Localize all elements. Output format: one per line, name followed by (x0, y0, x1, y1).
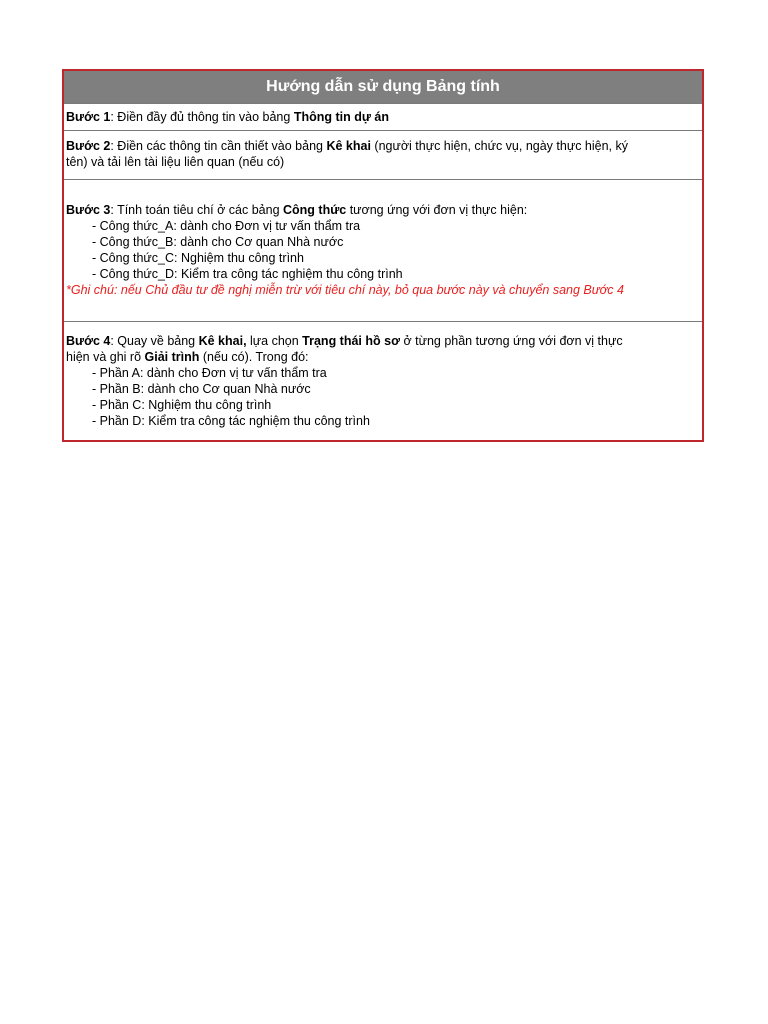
step-2-label: Bước 2 (66, 139, 111, 153)
step-4-text-c: ở từng phần tương ứng với đơn vị thực (399, 334, 623, 348)
step-4-row (64, 322, 702, 440)
table-title: Hướng dẫn sử dụng Bảng tính (64, 71, 702, 104)
step-2-row (64, 131, 702, 180)
instruction-table (62, 69, 704, 442)
step-3-item: - Công thức_A: dành cho Đơn vị tư vấn thẩm tra (92, 219, 361, 233)
step-3-label: Bước 3 (66, 203, 111, 217)
step-1-label: Bước 1 (66, 110, 111, 124)
step-4-item: - Phần C: Nghiệm thu công trình (92, 398, 272, 412)
step-3-row (64, 180, 702, 322)
step-4-item: - Phần D: Kiểm tra công tác nghiệm thu công trình (92, 414, 370, 428)
step-1-row (64, 104, 702, 131)
step-3-item: - Công thức_B: dành cho Cơ quan Nhà nước (92, 235, 344, 249)
step-3-note: *Ghi chú: nếu Chủ đầu tư đề nghị miễn trừ với tiêu chí này, bỏ qua bước này và chuyển sang Bước 4 (66, 283, 624, 297)
step-2-bold: Kê khai (326, 139, 371, 153)
step-4-text-b: lựa chọn (246, 334, 303, 348)
step-4-text-e: (nếu có). Trong đó: (199, 350, 309, 364)
step-4-bold-b: Trạng thái hồ sơ (302, 334, 400, 348)
step-4-text-d: hiện và ghi rõ (66, 350, 145, 364)
step-1-text: : Điền đầy đủ thông tin vào bảng (110, 110, 294, 124)
step-2-text-a: : Điền các thông tin cần thiết vào bảng (110, 139, 327, 153)
step-3-text-b: tương ứng với đơn vị thực hiện: (346, 203, 528, 217)
step-4-text-a: : Quay về bảng (110, 334, 199, 348)
step-4-item: - Phần B: dành cho Cơ quan Nhà nước (92, 382, 311, 396)
step-3-item: - Công thức_D: Kiểm tra công tác nghiệm thu công trình (92, 267, 403, 281)
step-3-bold: Công thức (283, 203, 347, 217)
step-2-text-c: tên) và tải lên tài liệu liên quan (nếu có) (66, 155, 285, 169)
step-4-label: Bước 4 (66, 334, 111, 348)
step-2-text-b: (người thực hiện, chức vụ, ngày thực hiện, ký (370, 139, 628, 153)
step-1-bold: Thông tin dự án (293, 110, 389, 124)
step-4-bold-c: Giải trình (144, 350, 200, 364)
step-3-text-a: : Tính toán tiêu chí ở các bảng (110, 203, 283, 217)
step-4-bold-a: Kê khai, (198, 334, 247, 348)
step-4-item: - Phần A: dành cho Đơn vị tư vấn thẩm tra (92, 366, 327, 380)
step-3-item: - Công thức_C: Nghiệm thu công trình (92, 251, 304, 265)
